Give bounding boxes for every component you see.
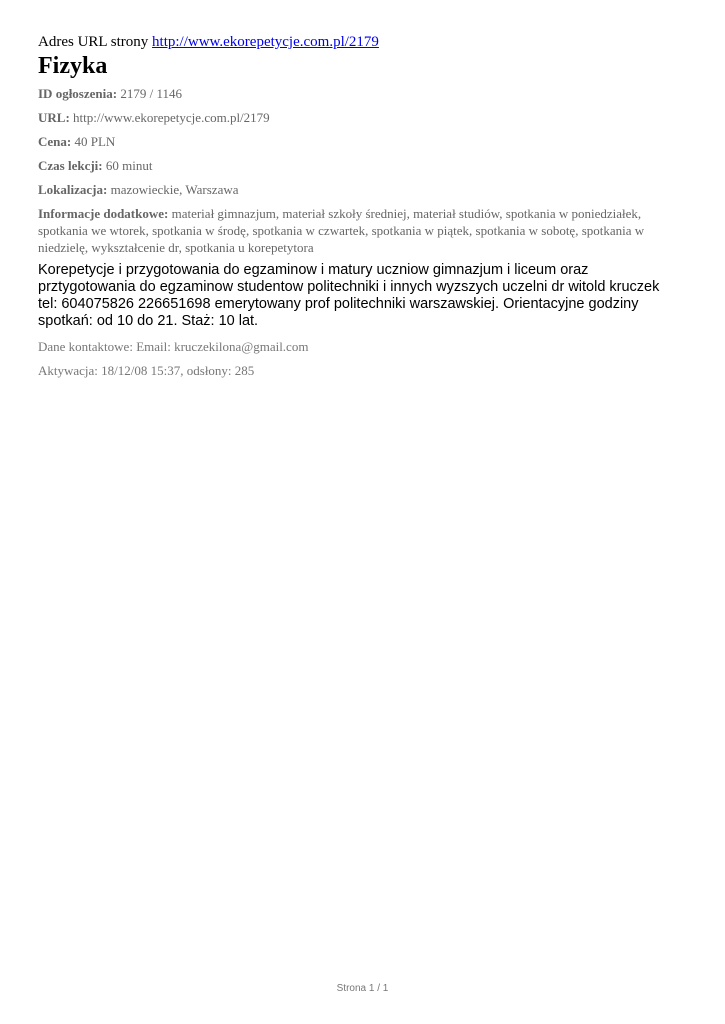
field-info-label: Informacje dodatkowe: <box>38 206 169 221</box>
field-additional-info <box>38 205 688 256</box>
field-location-label: Lokalizacja: <box>38 182 108 197</box>
listing-description: Korepetycje i przygotowania do egzaminow i matury uczniow gimnazjum i liceum oraz prztygotowania do egzaminow studentow politechniki i innych wyzszych uczelni dr witold kruczek tel: 604075826 226651698 emerytowany prof politechniki warszawskiej. Orientacyjne godziny spotkań: od 10 do 21. Staż: 10 lat. <box>38 262 660 329</box>
page-title: Fizyka <box>38 53 108 79</box>
field-url-label: URL: <box>38 110 70 125</box>
field-id-label: ID ogłoszenia: <box>38 86 118 101</box>
contact-details: Dane kontaktowe: Email: kruczekilona@gmail.com <box>38 339 309 354</box>
field-id <box>38 85 688 102</box>
field-price-value: 40 PLN <box>74 134 116 149</box>
field-price-label: Cena: <box>38 134 72 149</box>
field-duration-label: Czas lekcji: <box>38 158 103 173</box>
url-prefix: Adres URL strony <box>38 34 149 50</box>
field-url <box>38 109 688 126</box>
field-price <box>38 133 688 150</box>
field-url-value: http://www.ekorepetycje.com.pl/2179 <box>73 110 270 125</box>
activation-info: Aktywacja: 18/12/08 15:37, odsłony: 285 <box>38 363 255 378</box>
field-duration-value: 60 minut <box>105 158 153 173</box>
page-url-line <box>38 32 688 52</box>
field-location <box>38 181 688 198</box>
field-duration <box>38 157 688 174</box>
page-url-link[interactable]: http://www.ekorepetycje.com.pl/2179 <box>152 34 379 50</box>
document-page <box>38 32 688 386</box>
field-info-value: materiał gimnazjum, materiał szkoły średniej, materiał studiów, spotkania w poniedziałek, spotkania we wtorek, spotkania w środę, spotkania w czwartek, spotkania w piątek, spotkania w sobotę, spotkania w niedzielę, wykształcenie dr, spotkania u korepetytora <box>38 206 645 255</box>
field-id-value: 2179 / 1146 <box>120 86 182 101</box>
field-location-value: mazowieckie, Warszawa <box>110 182 239 197</box>
page-number-footer: Strona 1 / 1 <box>336 983 389 994</box>
